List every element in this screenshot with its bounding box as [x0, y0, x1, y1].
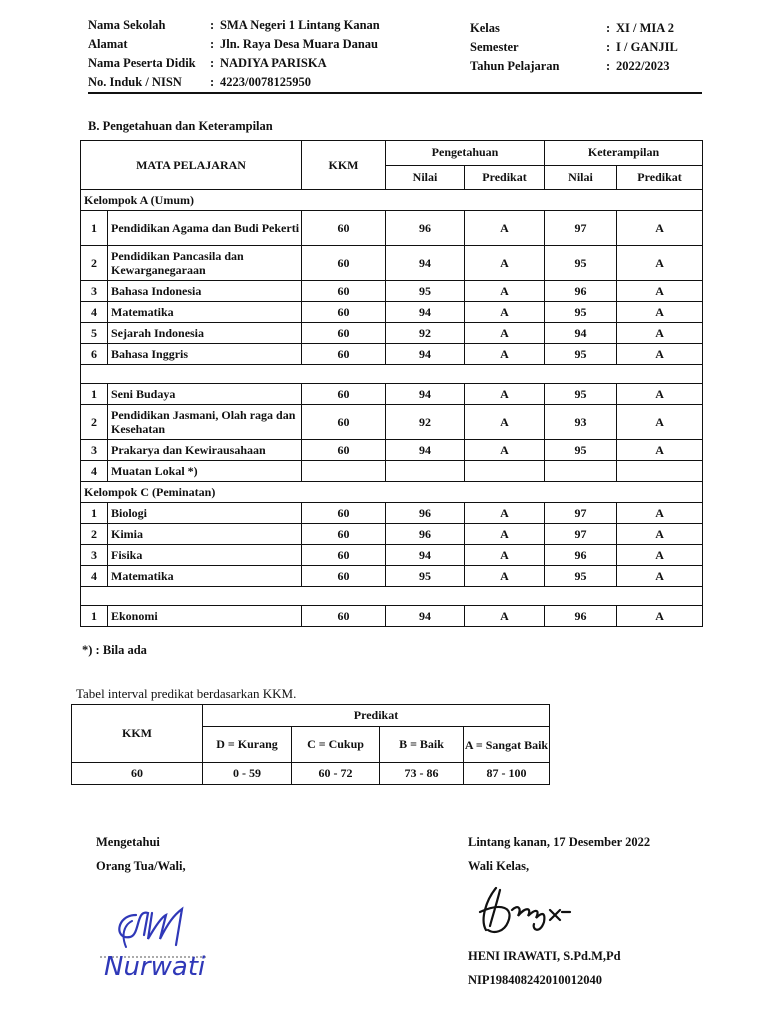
subject-name: Pendidikan Jasmani, Olah raga dan Kesehatan — [108, 405, 302, 440]
knowledge-predicate: A — [465, 440, 545, 461]
skills-predicate: A — [617, 405, 703, 440]
kkm-value: 60 — [302, 606, 386, 627]
table-row — [81, 524, 703, 545]
kkm-value: 60 — [302, 545, 386, 566]
group-c-title-row — [81, 482, 703, 503]
parent-signature-block — [96, 830, 186, 878]
interval-kkm-header: KKM — [72, 705, 203, 763]
skills-score: 96 — [545, 606, 617, 627]
teacher-identity — [468, 944, 621, 992]
knowledge-predicate-header: Predikat — [465, 165, 545, 190]
interval-predicate-header: Predikat — [203, 705, 550, 727]
skills-predicate: A — [617, 440, 703, 461]
table-row — [81, 384, 703, 405]
skills-predicate: A — [617, 246, 703, 281]
subject-name: Pendidikan Pancasila dan Kewarganegaraan — [108, 246, 302, 281]
kkm-value: 60 — [302, 344, 386, 365]
skills-predicate: A — [617, 302, 703, 323]
skills-score: 96 — [545, 281, 617, 302]
table-row — [81, 281, 703, 302]
skills-score: 95 — [545, 440, 617, 461]
table-row — [81, 461, 703, 482]
interval-range-c: 60 - 72 — [292, 763, 380, 785]
knowledge-score: 94 — [386, 384, 465, 405]
table-row — [81, 545, 703, 566]
table-row — [81, 503, 703, 524]
skills-score: 95 — [545, 302, 617, 323]
interval-title: Tabel interval predikat berdasarkan KKM. — [76, 686, 297, 701]
row-number: 3 — [81, 281, 108, 302]
kkm-value: 60 — [302, 281, 386, 302]
knowledge-predicate: A — [465, 606, 545, 627]
parent-signature — [96, 895, 256, 980]
skills-predicate: A — [617, 566, 703, 587]
table-row — [81, 246, 703, 281]
info-row: Semester : I / GANJIL — [470, 40, 678, 54]
row-number: 5 — [81, 323, 108, 344]
knowledge-predicate: A — [465, 566, 545, 587]
skills-predicate: A — [617, 211, 703, 246]
row-number: 4 — [81, 566, 108, 587]
knowledge-score: 94 — [386, 606, 465, 627]
skills-score: 95 — [545, 344, 617, 365]
row-number: 1 — [81, 606, 108, 627]
row-number: 1 — [81, 211, 108, 246]
row-number: 4 — [81, 461, 108, 482]
table-row — [81, 405, 703, 440]
skills-predicate-header: Predikat — [617, 165, 703, 190]
subject-header: MATA PELAJARAN — [81, 141, 302, 190]
interval-col-d: D = Kurang — [203, 727, 292, 763]
row-number: 2 — [81, 246, 108, 281]
kkm-value: 60 — [302, 503, 386, 524]
place-date: Lintang kanan, 17 Desember 2022 — [468, 835, 651, 849]
skills-predicate: A — [617, 323, 703, 344]
knowledge-score: 92 — [386, 323, 465, 344]
group-c-rows — [81, 503, 703, 587]
subject-name: Prakarya dan Kewirausahaan — [108, 440, 302, 461]
skills-score: 93 — [545, 405, 617, 440]
skills-score — [545, 461, 617, 482]
kkm-value: 60 — [302, 384, 386, 405]
subject-name: Pendidikan Agama dan Budi Pekerti — [108, 211, 302, 246]
info-row: Alamat : Jln. Raya Desa Muara Danau — [88, 37, 378, 51]
info-row: Tahun Pelajaran : 2022/2023 — [470, 59, 670, 73]
knowledge-score: 94 — [386, 545, 465, 566]
knowledge-predicate: A — [465, 384, 545, 405]
table-row — [81, 440, 703, 461]
table-row — [81, 566, 703, 587]
skills-score: 97 — [545, 211, 617, 246]
interval-range-a: 87 - 100 — [464, 763, 550, 785]
skills-score-header: Nilai — [545, 165, 617, 190]
knowledge-score: 94 — [386, 302, 465, 323]
subject-name: Ekonomi — [108, 606, 302, 627]
info-row: No. Induk / NISN : 4223/0078125950 — [88, 75, 311, 89]
academic-year: 2022/2023 — [616, 59, 670, 73]
interval-col-c: C = Cukup — [292, 727, 380, 763]
table-row — [81, 211, 703, 246]
interval-range-d: 0 - 59 — [203, 763, 292, 785]
row-number: 3 — [81, 440, 108, 461]
skills-score: 95 — [545, 384, 617, 405]
knowledge-score: 92 — [386, 405, 465, 440]
header-divider — [88, 92, 702, 94]
skills-predicate: A — [617, 606, 703, 627]
knowledge-predicate: A — [465, 545, 545, 566]
interval-range-b: 73 - 86 — [380, 763, 464, 785]
parent-label: Orang Tua/Wali, — [96, 859, 186, 873]
skills-predicate: A — [617, 503, 703, 524]
homeroom-label: Wali Kelas, — [468, 859, 530, 873]
skills-predicate: A — [617, 344, 703, 365]
subject-name: Matematika — [108, 566, 302, 587]
knowledge-predicate: A — [465, 503, 545, 524]
knowledge-score — [386, 461, 465, 482]
info-row: Nama Peserta Didik : NADIYA PARISKA — [88, 56, 327, 70]
knowledge-score: 94 — [386, 440, 465, 461]
knowledge-predicate: A — [465, 323, 545, 344]
school-name: SMA Negeri 1 Lintang Kanan — [220, 18, 380, 32]
row-number: 3 — [81, 545, 108, 566]
subject-name: Bahasa Indonesia — [108, 281, 302, 302]
kkm-value: 60 — [302, 524, 386, 545]
kkm-value: 60 — [302, 323, 386, 344]
group-gap-row — [81, 587, 703, 606]
info-row: Nama Sekolah : SMA Negeri 1 Lintang Kanan — [88, 18, 380, 32]
row-number: 2 — [81, 524, 108, 545]
kkm-value: 60 — [302, 246, 386, 281]
knowledge-predicate: A — [465, 281, 545, 302]
skills-predicate — [617, 461, 703, 482]
knowledge-predicate: A — [465, 211, 545, 246]
student-nisn: 4223/0078125950 — [220, 75, 311, 89]
knowledge-score: 96 — [386, 211, 465, 246]
row-number: 6 — [81, 344, 108, 365]
table-row — [81, 606, 703, 627]
row-number: 1 — [81, 384, 108, 405]
kkm-value: 60 — [302, 566, 386, 587]
skills-predicate: A — [617, 281, 703, 302]
skills-predicate: A — [617, 524, 703, 545]
skills-score: 95 — [545, 566, 617, 587]
teacher-signature — [474, 880, 584, 940]
semester-value: I / GANJIL — [616, 40, 678, 54]
kkm-value: 60 — [302, 211, 386, 246]
skills-score: 97 — [545, 503, 617, 524]
group-c-title: Kelompok C (Peminatan) — [81, 482, 703, 503]
kkm-value: 60 — [302, 440, 386, 461]
knowledge-score: 94 — [386, 246, 465, 281]
subject-name: Matematika — [108, 302, 302, 323]
footnote: *) : Bila ada — [82, 643, 147, 657]
subject-name: Sejarah Indonesia — [108, 323, 302, 344]
group-gap-row — [81, 365, 703, 384]
interval-table — [71, 704, 550, 785]
knowledge-predicate: A — [465, 405, 545, 440]
teacher-signature-block — [468, 830, 650, 878]
class-value: XI / MIA 2 — [616, 21, 674, 35]
knowledge-predicate: A — [465, 524, 545, 545]
school-address: Jln. Raya Desa Muara Danau — [220, 37, 378, 51]
knowledge-predicate: A — [465, 344, 545, 365]
skills-predicate: A — [617, 384, 703, 405]
subject-name: Bahasa Inggris — [108, 344, 302, 365]
parent-signature-name: Nurwati — [104, 952, 206, 980]
knowledge-predicate: A — [465, 302, 545, 323]
knowledge-score-header: Nilai — [386, 165, 465, 190]
skills-score: 97 — [545, 524, 617, 545]
skills-score: 95 — [545, 246, 617, 281]
table-header-row — [81, 141, 703, 166]
knowledge-header: Pengetahuan — [386, 141, 545, 166]
section-title: B. Pengetahuan dan Keterampilan — [88, 119, 273, 133]
acknowledged-label: Mengetahui — [96, 835, 160, 849]
skills-predicate: A — [617, 545, 703, 566]
teacher-name: HENI IRAWATI, S.Pd.M,Pd — [468, 949, 621, 963]
table-row — [81, 323, 703, 344]
interval-kkm-value: 60 — [72, 763, 203, 785]
interval-col-a: A = Sangat Baik — [464, 727, 550, 763]
interval-header-row — [72, 705, 550, 727]
row-number: 4 — [81, 302, 108, 323]
info-row: Kelas : XI / MIA 2 — [470, 21, 674, 35]
table-row — [81, 302, 703, 323]
kkm-header: KKM — [302, 141, 386, 190]
knowledge-predicate — [465, 461, 545, 482]
kkm-value — [302, 461, 386, 482]
interval-col-b: B = Baik — [380, 727, 464, 763]
student-info-right — [470, 19, 678, 76]
kkm-value: 60 — [302, 302, 386, 323]
teacher-nip: NIP198408242010012040 — [468, 973, 603, 987]
skills-score: 96 — [545, 545, 617, 566]
kkm-value: 60 — [302, 405, 386, 440]
group-a-rows — [81, 211, 703, 365]
knowledge-predicate: A — [465, 246, 545, 281]
cross-interest-rows — [81, 606, 703, 627]
group-a-title-row — [81, 190, 703, 211]
subject-name: Biologi — [108, 503, 302, 524]
knowledge-score: 96 — [386, 524, 465, 545]
subject-name: Muatan Lokal *) — [108, 461, 302, 482]
student-info-left — [88, 16, 380, 92]
interval-values-row — [72, 763, 550, 785]
subject-name: Fisika — [108, 545, 302, 566]
knowledge-score: 96 — [386, 503, 465, 524]
subject-name: Seni Budaya — [108, 384, 302, 405]
group-a-title: Kelompok A (Umum) — [81, 190, 703, 211]
knowledge-score: 94 — [386, 344, 465, 365]
grades-table — [80, 140, 703, 627]
table-row — [81, 344, 703, 365]
skills-header: Keterampilan — [545, 141, 703, 166]
student-name: NADIYA PARISKA — [220, 56, 327, 70]
skills-score: 94 — [545, 323, 617, 344]
subject-name: Kimia — [108, 524, 302, 545]
knowledge-score: 95 — [386, 566, 465, 587]
group-b-rows — [81, 384, 703, 482]
knowledge-score: 95 — [386, 281, 465, 302]
row-number: 2 — [81, 405, 108, 440]
row-number: 1 — [81, 503, 108, 524]
